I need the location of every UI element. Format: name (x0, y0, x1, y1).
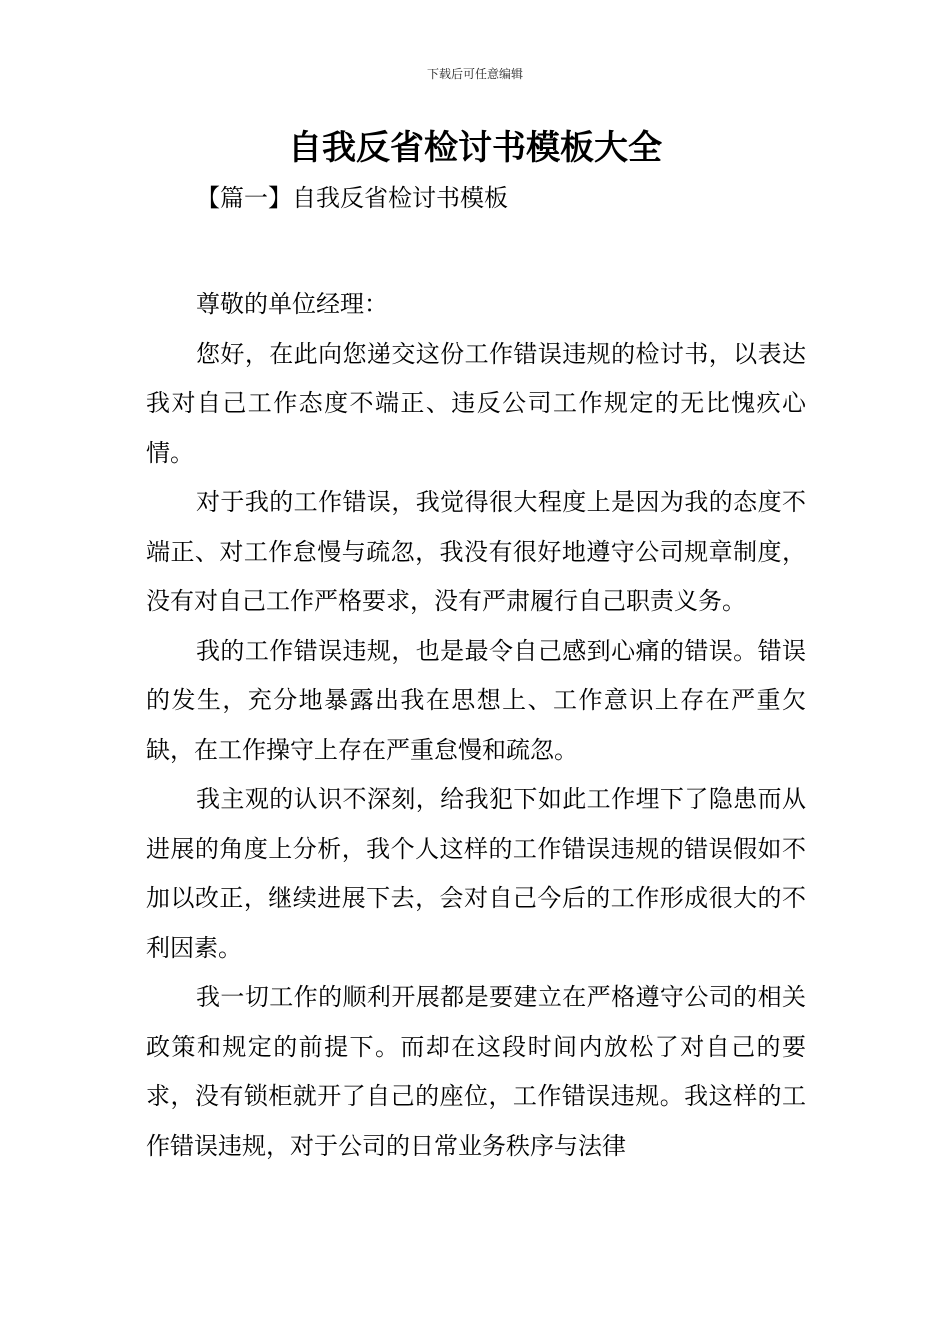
paragraph: 我一切工作的顺利开展都是要建立在严格遵守公司的相关政策和规定的前提下。而却在这段时间内放松了对自己的要求，没有锁柜就开了自己的座位，工作错误违规。我这样的工作错误违规，对于公司的日常业务秩序与法律 (146, 983, 806, 1160)
paragraph: 我主观的认识不深刻，给我犯下如此工作埋下了隐患而从进展的角度上分析，我个人这样的工作错误违规的错误假如不加以改正，继续进展下去，会对自己今后的工作形成很大的不利因素。 (146, 785, 806, 962)
section-heading: 【篇一】自我反省检讨书模板 (196, 184, 508, 212)
paragraph: 对于我的工作错误，我觉得很大程度上是因为我的态度不端正、对工作怠慢与疏忽，我没有很好地遵守公司规章制度，没有对自己工作严格要求，没有严肃履行自己职责义务。 (146, 488, 806, 615)
paragraph: 您好，在此向您递交这份工作错误违规的检讨书，以表达我对自己工作态度不端正、违反公司工作规定的无比愧疚心情。 (146, 339, 806, 467)
header-note: 下载后可任意编辑 (426, 67, 523, 81)
document-title: 自我反省检讨书模板大全 (288, 128, 662, 168)
salutation: 尊敬的单位经理： (196, 290, 388, 318)
paragraph: 我的工作错误违规，也是最令自己感到心痛的错误。错误的发生，充分地暴露出我在思想上、工作意识上存在严重欠缺，在工作操守上存在严重怠慢和疏忽。 (146, 636, 806, 764)
document-body (146, 280, 806, 1171)
